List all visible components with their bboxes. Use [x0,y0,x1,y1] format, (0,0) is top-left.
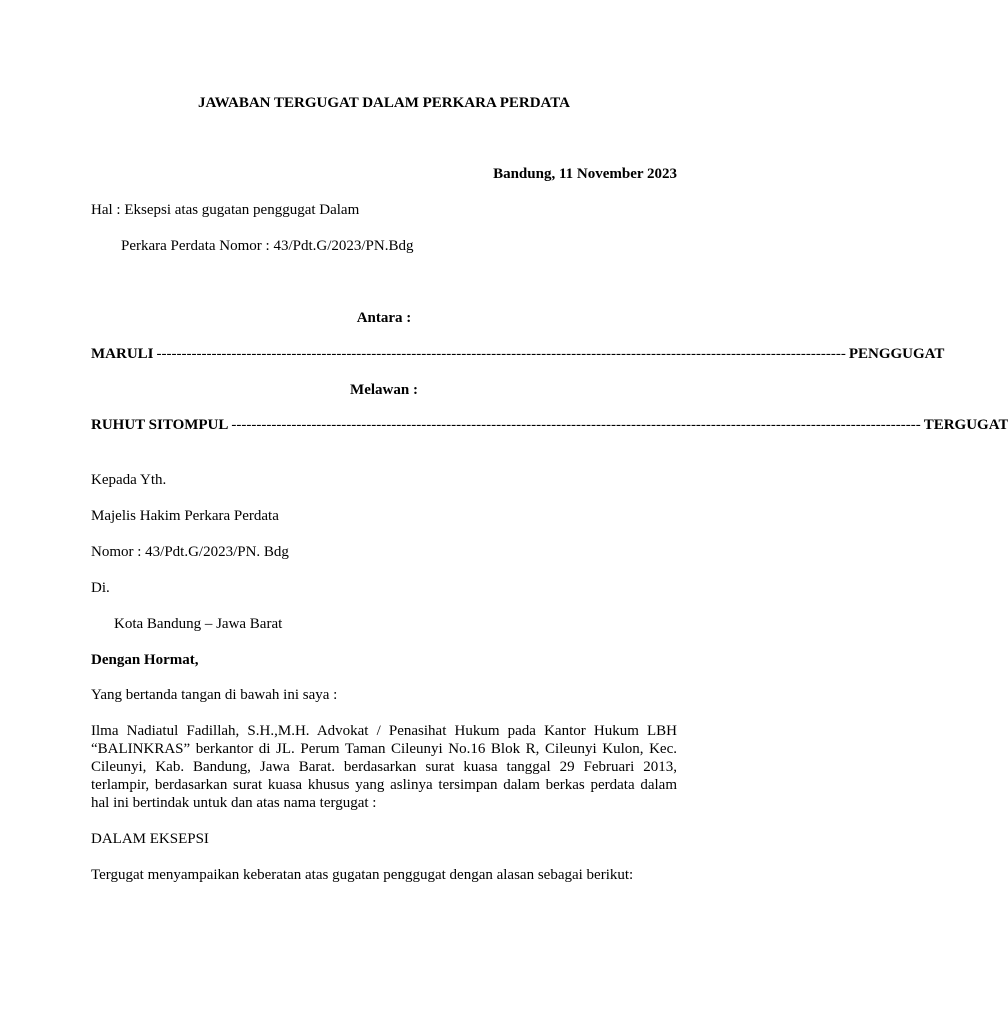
plaintiff-name: MARULI [91,346,154,362]
between-label: Antara : [356,310,412,326]
defendant-dash-leader: ------------------------------------------------------------------------------------------------------------------------------------------ [231,417,921,433]
addressee-line-3: Nomor : 43/Pdt.G/2023/PN. Bdg [91,544,289,560]
defendant-role: TERGUGAT [923,417,1008,433]
defendant-name: RUHUT SITOMPUL [91,417,229,433]
defendant-line [91,416,1008,434]
addressee-line-4: Di. [91,580,110,596]
body-paragraph: Ilma Nadiatul Fadillah, S.H.,M.H. Advokat / Penasihat Hukum pada Kantor Hukum LBH “BALINKRAS” berkantor di JL. Perum Taman Cileunyi No.16 Blok R, Cileunyi Kulon, Kec. Cileunyi, Kab. Bandung, Jawa Barat. berdasarkan surat kuasa tanggal 29 Februari 2013, terlampir, berdasarkan surat kuasa khusus yang aslinya tersimpan dalam berkas perdata dalam hal ini bertindak untuk dan atas nama tergugat : [91,723,677,811]
plaintiff-role: PENGGUGAT [848,346,945,362]
addressee-line-2: Majelis Hakim Perkara Perdata [91,508,279,524]
addressee-line-5: Kota Bandung – Jawa Barat [114,616,283,632]
addressee-line-1: Kepada Yth. [91,472,167,488]
salutation: Dengan Hormat, [91,652,199,668]
plaintiff-line [91,345,945,363]
versus-label: Melawan : [350,382,418,398]
section-heading: DALAM EKSEPSI [91,831,209,847]
section-intro: Tergugat menyampaikan keberatan atas gugatan penggugat dengan alasan sebagai berikut: [91,867,634,883]
document-title: JAWABAN TERGUGAT DALAM PERKARA PERDATA [198,95,570,111]
intro-text: Yang bertanda tangan di bawah ini saya : [91,687,338,703]
subject-line-1: Hal : Eksepsi atas gugatan penggugat Dalam [91,202,360,218]
place-date: Bandung, 11 November 2023 [493,166,677,182]
subject-line-2: Perkara Perdata Nomor : 43/Pdt.G/2023/PN.Bdg [121,238,414,254]
plaintiff-dash-leader: ------------------------------------------------------------------------------------------------------------------------------------------ [156,346,846,362]
